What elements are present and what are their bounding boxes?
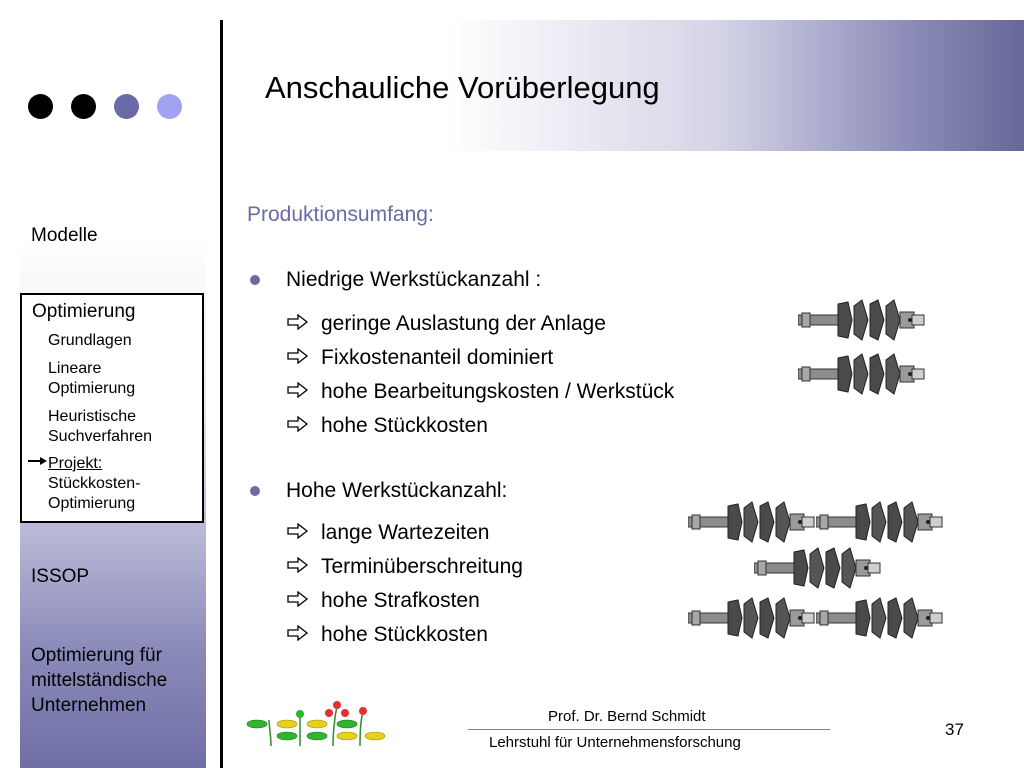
- nav-subitem-projekt-stueckkosten[interactable]: Projekt: Stückkosten- Optimierung: [48, 455, 141, 512]
- outlined-right-arrow-icon: [287, 346, 311, 370]
- footer-chair: Lehrstuhl für Unternehmensforschung: [489, 734, 741, 751]
- dot-3: [114, 94, 139, 119]
- decorative-dots: [28, 94, 182, 119]
- outlined-right-arrow-icon: [287, 521, 311, 545]
- outlined-right-arrow-icon: [287, 555, 311, 579]
- outlined-right-arrow-icon: [287, 623, 311, 647]
- crankshaft-icon: [688, 500, 816, 551]
- nav-section-optimierung: [20, 293, 204, 523]
- list-item: Terminüberschreitung: [287, 555, 523, 579]
- outlined-right-arrow-icon: [287, 414, 311, 438]
- plant-growth-logo: [245, 696, 390, 754]
- crankshaft-icon: [688, 596, 816, 647]
- nav-subitem-grundlagen[interactable]: Grundlagen: [48, 332, 132, 349]
- list-item: geringe Auslastung der Anlage: [287, 312, 606, 336]
- dot-2: [71, 94, 96, 119]
- section-subtitle: Produktionsumfang:: [247, 203, 434, 226]
- list-item: hohe Strafkosten: [287, 589, 480, 613]
- crankshaft-icon: [798, 352, 926, 403]
- list-item: hohe Stückkosten: [287, 414, 488, 438]
- outlined-right-arrow-icon: [287, 312, 311, 336]
- nav-item-issop[interactable]: ISSOP: [31, 566, 90, 587]
- bullet-dot-icon: [250, 275, 260, 285]
- dot-1: [28, 94, 53, 119]
- crankshaft-icon: [798, 298, 926, 349]
- nav-item-modelle[interactable]: Modelle: [31, 225, 98, 246]
- page-number: 37: [945, 720, 964, 739]
- footer-author: Prof. Dr. Bernd Schmidt: [548, 708, 706, 725]
- crankshaft-icon: [816, 500, 944, 551]
- list-item: lange Wartezeiten: [287, 521, 489, 545]
- crankshaft-icon: [754, 546, 882, 597]
- dot-4: [157, 94, 182, 119]
- nav-subitem-heuristische-suchverfahren[interactable]: Heuristische Suchverfahren: [48, 408, 153, 445]
- nav-subitem-lineare-optimierung[interactable]: Lineare Optimierung: [48, 360, 136, 397]
- outlined-right-arrow-icon: [287, 380, 311, 404]
- list-item: Fixkostenanteil dominiert: [287, 346, 553, 370]
- bullet-hohe: Hohe Werkstückanzahl:: [250, 479, 507, 503]
- nav-item-optimierung[interactable]: Optimierung: [32, 301, 136, 322]
- crankshaft-icon: [816, 596, 944, 647]
- bullet-niedrige: Niedrige Werkstückanzahl :: [250, 268, 541, 292]
- list-item: hohe Bearbeitungskosten / Werkstück: [287, 380, 674, 404]
- footer-divider: [468, 729, 830, 730]
- current-item-arrow-icon: [28, 456, 48, 466]
- list-item: hohe Stückkosten: [287, 623, 488, 647]
- outlined-right-arrow-icon: [287, 589, 311, 613]
- bullet-dot-icon: [250, 486, 260, 496]
- nav-item-optimierung-mittelstand[interactable]: Optimierung für mittelständische Unternehmen: [31, 645, 168, 716]
- page-title: Anschauliche Vorüberlegung: [265, 70, 660, 105]
